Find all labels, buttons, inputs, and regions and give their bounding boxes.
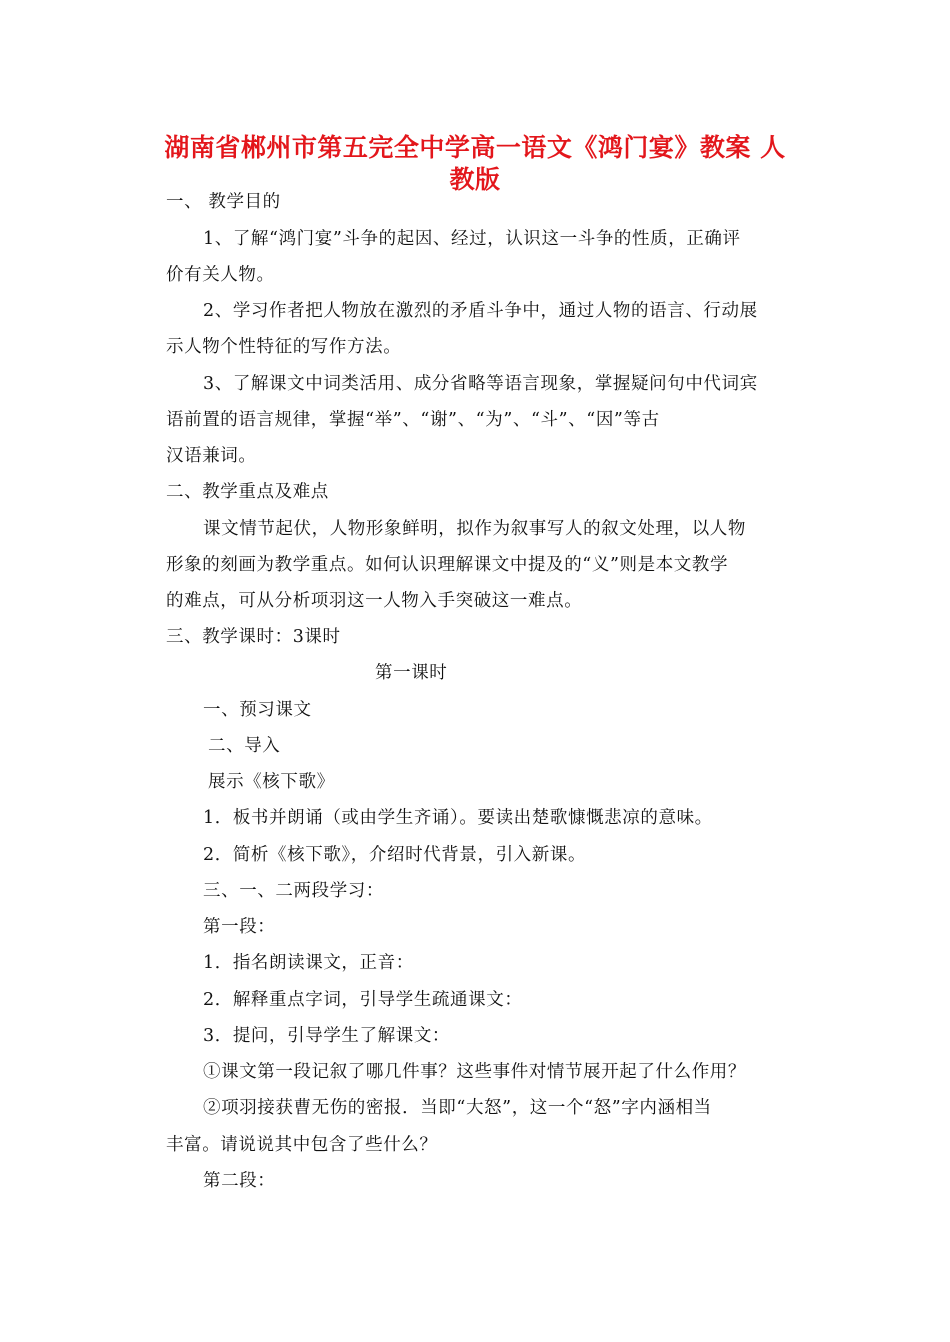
lesson-heading: 第一课时 — [375, 663, 448, 683]
focus-paragraph-line-1: 课文情节起伏，人物形象鲜明，拟作为叙事写人的叙文处理，以人物 — [203, 519, 746, 539]
step-paragraph-study: 三、一、二两段学习： — [203, 881, 384, 901]
section-heading-objectives: 一、 教学目的 — [166, 192, 281, 212]
paragraph-two-heading: 第二段： — [203, 1171, 276, 1191]
objective-1-line-2: 价有关人物。 — [166, 265, 275, 285]
list-item: 1．板书并朗诵（或由学生齐诵）。要读出楚歌慷慨悲凉的意味。 — [203, 808, 713, 828]
step-intro: 二、导入 — [208, 736, 281, 756]
question-2-line-2: 丰富。请说说其中包含了些什么？ — [166, 1135, 438, 1155]
question-2-line-1: ②项羽接获曹无伤的密报．当即“大怒”，这一个“怒”字内涵相当 — [203, 1098, 712, 1118]
step-preview: 一、预习课文 — [203, 700, 312, 720]
list-item: 3．提问，引导学生了解课文： — [203, 1026, 451, 1046]
objective-2-line-1: 2、学习作者把人物放在激烈的矛盾斗争中，通过人物的语言、行动展 — [203, 301, 758, 321]
objective-3-line-1: 3、了解课文中词类活用、成分省略等语言现象，掌握疑问句中代词宾 — [203, 374, 758, 394]
objective-1-line-1: 1、了解“鸿门宴”斗争的起因、经过，认识这一斗争的性质，正确评 — [203, 229, 741, 249]
list-item: 2．简析《核下歌》，介绍时代背景，引入新课。 — [203, 845, 587, 865]
section-heading-hours: 三、教学课时：3课时 — [166, 627, 341, 647]
objective-3-line-2: 语前置的语言规律，掌握“举”、“谢”、“为”、“斗”、“因”等古 — [166, 410, 660, 430]
title-line-2: 教版 — [449, 165, 501, 194]
step-show-poem: 展示《核下歌》 — [208, 772, 335, 792]
list-item: 1．指名朗读课文，正音： — [203, 953, 414, 973]
objective-2-line-2: 示人物个性特征的写作方法。 — [166, 337, 402, 357]
title-line-1: 湖南省郴州市第五完全中学高一语文《鸿门宴》教案 人 — [164, 133, 786, 162]
list-item: 2．解释重点字词，引导学生疏通课文： — [203, 990, 523, 1010]
focus-paragraph-line-3: 的难点，可从分析项羽这一人物入手突破这一难点。 — [166, 591, 583, 611]
objective-3-line-3: 汉语兼词。 — [166, 446, 257, 466]
focus-paragraph-line-2: 形象的刻画为教学重点。如何认识理解课文中提及的“义”则是本文教学 — [166, 555, 729, 575]
question-1: ①课文第一段记叙了哪几件事？这些事件对情节展开起了什么作用？ — [203, 1062, 746, 1082]
document-title — [150, 132, 800, 196]
paragraph-one-heading: 第一段： — [203, 917, 276, 937]
section-heading-focus: 二、教学重点及难点 — [166, 482, 329, 502]
